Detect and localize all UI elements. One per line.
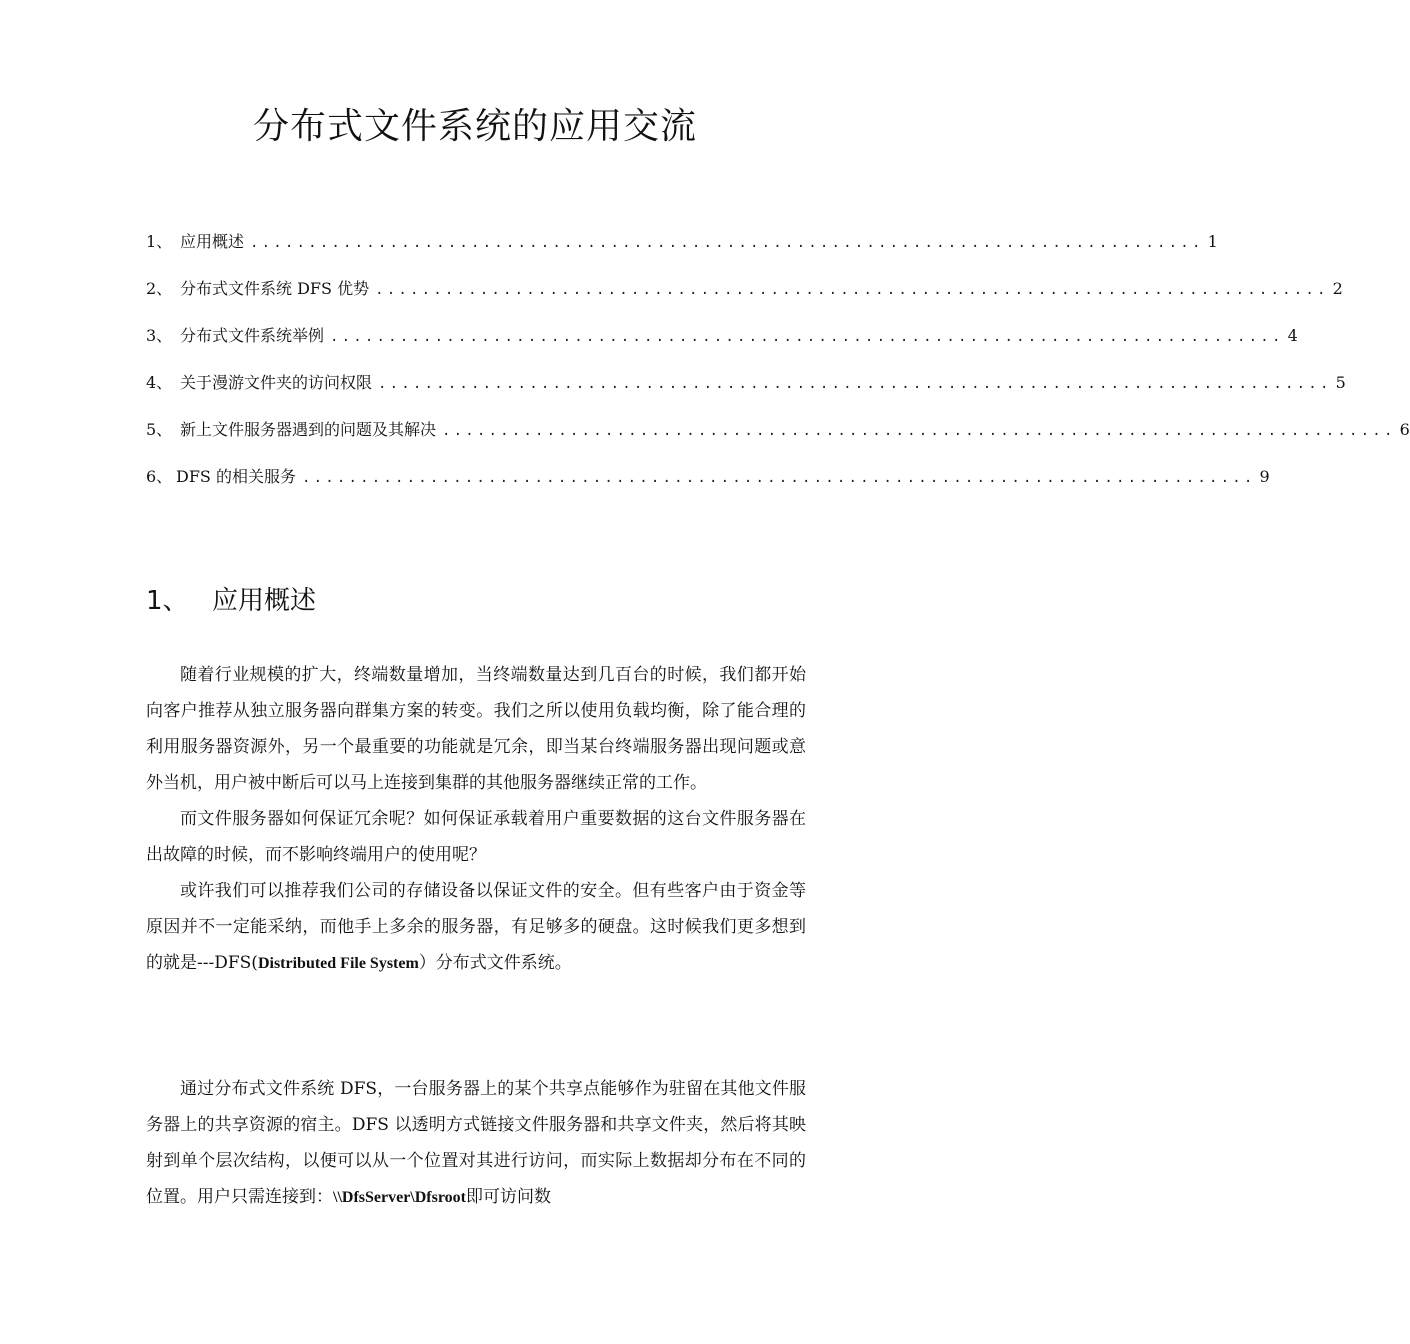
toc-entry-page: 9 — [1259, 467, 1270, 486]
toc-entry[interactable] — [146, 463, 1270, 510]
section-body — [146, 657, 806, 982]
section-title: 应用概述 — [212, 586, 317, 616]
paragraph-text: ）分布式文件系统。 — [418, 953, 572, 973]
paragraph-text: 通过分布式文件系统 DFS，一台服务器上的某个共享点能够作为驻留在其他文件服务器上的共享资源的宿主。DFS 以透明方式链接文件服务器和共享文件夹，然后将其映射到单个层次结构，以便可以从一个位置对其进行访问，而实际上数据却分布在不同的位置。用户只需连接到： — [146, 1079, 806, 1207]
toc-entry-number: 6、 — [146, 467, 173, 486]
paragraph-text: 或许我们可以推荐我们公司的存储设备以保证文件的安全。但有些客户由于资金等原因并不一定能采纳，而他手上多余的服务器，有足够多的硬盘。这时候我们更多想到的就是---DFS( — [146, 881, 806, 973]
toc-entry[interactable] — [146, 369, 1346, 416]
paragraph: 而文件服务器如何保证冗余呢？如何保证承载着用户重要数据的这台文件服务器在出故障的时候，而不影响终端用户的使用呢？ — [146, 809, 806, 865]
toc-entry-number: 2、 — [146, 279, 173, 298]
toc-entry-label: 分布式文件系统举例 — [180, 326, 325, 345]
toc-entry-number: 4、 — [146, 373, 173, 392]
toc-entry[interactable] — [146, 228, 1218, 275]
section-body-continued — [146, 1071, 806, 1216]
toc-entry-page: 5 — [1335, 373, 1346, 392]
toc-entry-label: 分布式文件系统 DFS 优势 — [180, 279, 370, 298]
paragraph — [146, 873, 806, 982]
toc-entry-page: 1 — [1207, 232, 1218, 251]
toc-leader-dots: .................................................................................. — [250, 235, 1204, 251]
table-of-contents — [146, 228, 1410, 510]
toc-leader-dots: .................................................................................. — [301, 470, 1256, 486]
document-title: 分布式文件系统的应用交流 — [252, 106, 697, 147]
toc-entry-label: 应用概述 — [180, 232, 245, 251]
toc-entry[interactable] — [146, 275, 1343, 322]
section-number: 1、 — [146, 586, 189, 616]
toc-entry[interactable] — [146, 322, 1298, 369]
toc-leader-dots: .................................................................................. — [442, 423, 1396, 439]
toc-entry-page: 4 — [1287, 326, 1298, 345]
toc-leader-dots: .................................................................................. — [378, 376, 1332, 392]
paragraph-path: \\DfsServer\Dfsroot — [333, 1189, 466, 1206]
toc-entry-page: 6 — [1399, 420, 1410, 439]
paragraph — [146, 1071, 806, 1216]
toc-entry[interactable] — [146, 416, 1410, 463]
paragraph: 随着行业规模的扩大，终端数量增加，当终端数量达到几百台的时候，我们都开始向客户推荐从独立服务器向群集方案的转变。我们之所以使用负载均衡，除了能合理的利用服务器资源外，另一个最重要的功能就是冗余，即当某台终端服务器出现问题或意外当机，用户被中断后可以马上连接到集群的其他服务器继续正常的工作。 — [146, 665, 806, 793]
toc-entry-number: 5、 — [146, 420, 173, 439]
toc-entry-label: 关于漫游文件夹的访问权限 — [180, 373, 373, 392]
paragraph-text: 即可访问数 — [466, 1187, 551, 1207]
toc-entry-page: 2 — [1332, 279, 1343, 298]
toc-leader-dots: .................................................................................. — [330, 329, 1284, 345]
toc-leader-dots: .................................................................................. — [375, 282, 1329, 298]
toc-entry-number: 3、 — [146, 326, 173, 345]
toc-entry-label: 新上文件服务器遇到的问题及其解决 — [180, 420, 437, 439]
paragraph-term: Distributed File System — [257, 955, 419, 972]
toc-entry-number: 1、 — [146, 232, 173, 251]
section-heading — [146, 580, 316, 617]
toc-entry-label: DFS 的相关服务 — [176, 467, 296, 486]
